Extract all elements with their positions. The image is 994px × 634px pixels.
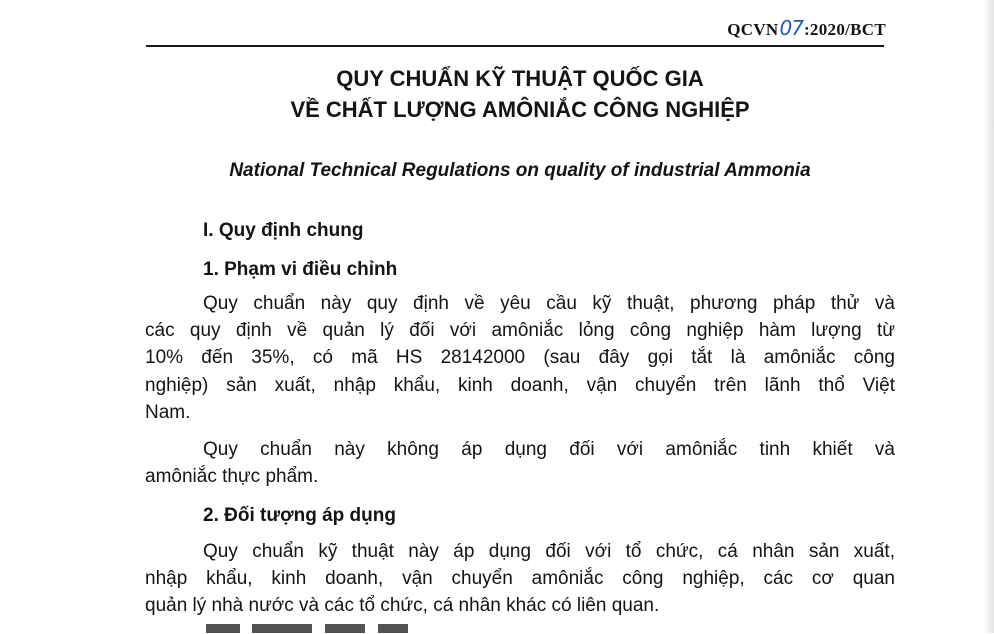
scope-paragraph-line: Nam. — [145, 402, 191, 423]
document-title-line-1: QUY CHUẨN KỸ THUẬT QUỐC GIA — [336, 66, 704, 91]
document-subtitle-english: National Technical Regulations on quality of industrial Ammonia — [229, 160, 811, 181]
subsection-heading-scope: 1. Phạm vi điều chỉnh — [203, 259, 398, 280]
regulation-code-prefix: QCVN — [727, 20, 779, 39]
scope-paragraph-line: các quy định về quản lý đối với amôniắc lỏng công nghiệp hàm lượng từ — [145, 320, 895, 341]
exclusion-paragraph-line: amôniắc thực phẩm. — [145, 466, 319, 487]
section-heading-general: I. Quy định chung — [203, 220, 364, 241]
subsection-heading-applicable-subjects: 2. Đối tượng áp dụng — [203, 505, 396, 526]
document-title-line-2: VỀ CHẤT LƯỢNG AMÔNIẮC CÔNG NGHIỆP — [290, 97, 750, 122]
header-rule — [146, 45, 884, 47]
subjects-paragraph-line: nhập khẩu, kinh doanh, vận chuyển amôniắc công nghiệp, các cơ quan — [145, 568, 895, 589]
regulation-code — [727, 16, 886, 40]
regulation-code-suffix: :2020/BCT — [803, 20, 886, 39]
exclusion-paragraph-line: Quy chuẩn này không áp dụng đối với amôniắc tinh khiết và — [203, 439, 895, 460]
subjects-paragraph-line: Quy chuẩn kỹ thuật này áp dụng đối với tổ chức, cá nhân sản xuất, — [203, 541, 895, 562]
scan-edge-shadow — [984, 0, 994, 633]
scope-paragraph-line: Quy chuẩn này quy định về yêu cầu kỹ thuật, phương pháp thử và — [203, 293, 895, 314]
regulation-code-handwritten-number: 07 — [779, 16, 803, 40]
subjects-paragraph-line: quản lý nhà nước và các tổ chức, cá nhân khác có liên quan. — [145, 595, 660, 616]
scope-paragraph-line: 10% đến 35%, có mã HS 28142000 (sau đây gọi tắt là amôniắc công — [145, 347, 895, 368]
scope-paragraph-line: nghiệp) sản xuất, nhập khẩu, kinh doanh, vận chuyển trên lãnh thổ Việt — [145, 375, 895, 396]
